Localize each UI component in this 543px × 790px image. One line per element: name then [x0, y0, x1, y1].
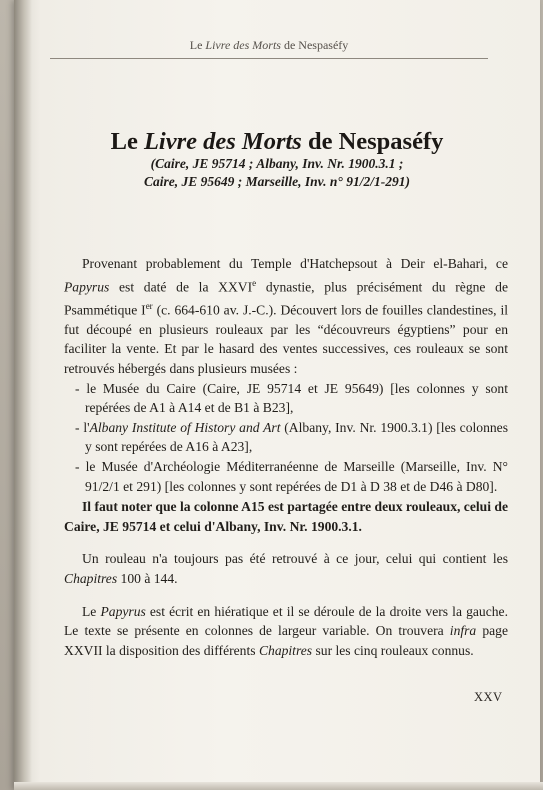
subtitle-line-2: Caire, JE 95649 ; Marseille, Inv. n° 91/2/1-291)	[144, 174, 410, 189]
body-text	[64, 254, 508, 660]
museum-list	[64, 379, 508, 497]
header-text-end: de Nespaséfy	[280, 38, 349, 52]
header-italic-text: Livre des Morts	[205, 38, 281, 52]
book-page	[14, 0, 540, 790]
page-title	[44, 128, 510, 156]
paragraph-provenance: Provenant probablement du Temple d'Hatchepsout à Deir el-Bahari, ce Papyrus est daté de la XXVIe dynastie, plus précisément du règne de Psammétique Ier (c. 664-610 av. J.-C.). Découvert lors de fouilles clandestines, il fut découpé en plusieurs rouleaux par les “découvreurs égyptiens” pour en faciliter la vente. Et par le hasard des ventes successives, ces rouleaux se sont retrouvés hébergés dans plusieurs musées :	[64, 256, 508, 377]
running-header	[50, 38, 488, 59]
paragraph-missing-roll: Un rouleau n'a toujours pas été retrouvé à ce jour, celui qui contient les Chapitres 100 à 144.	[64, 551, 508, 586]
subtitle-line-1: (Caire, JE 95714 ; Albany, Inv. Nr. 1900.3.1 ;	[150, 156, 404, 171]
title-text-end: de Nespaséfy	[301, 128, 444, 155]
paragraph-script: Le Papyrus est écrit en hiératique et il se déroule de la droite vers la gauche. Le texte se présente en colonnes de largeur variable. On trouvera infra page XXVII la disposition des différents Chapitres sur les cinq rouleaux connus.	[64, 603, 508, 658]
list-item: - l'Albany Institute of History and Art (Albany, Inv. Nr. 1900.3.1) [les colonnes y sont repérées de A16 à A23],	[75, 419, 509, 455]
list-item: - le Musée d'Archéologie Méditerranéenne de Marseille (Marseille, Inv. N° 91/2/1 et 291) [les colonnes y sont repérées de D1 à D 38 et de D46 à D80].	[75, 459, 508, 494]
page-subtitle	[44, 155, 510, 191]
page-number: XXV	[474, 690, 503, 704]
header-text: Le	[189, 38, 206, 52]
book-gutter	[14, 0, 32, 790]
bold-note: Il faut noter que la colonne A15 est partagée entre deux rouleaux, celui de Caire, JE 95714 et celui d'Albany, Inv. Nr. 1900.3.1.	[64, 499, 508, 534]
page-bottom-edge	[14, 782, 543, 790]
title-text: Le	[110, 128, 144, 155]
title-italic-text: Livre des Morts	[143, 128, 302, 155]
list-item: - le Musée du Caire (Caire, JE 95714 et JE 95649) [les colonnes y sont repérées de A1 à A14 et de B1 à B23],	[75, 380, 508, 416]
